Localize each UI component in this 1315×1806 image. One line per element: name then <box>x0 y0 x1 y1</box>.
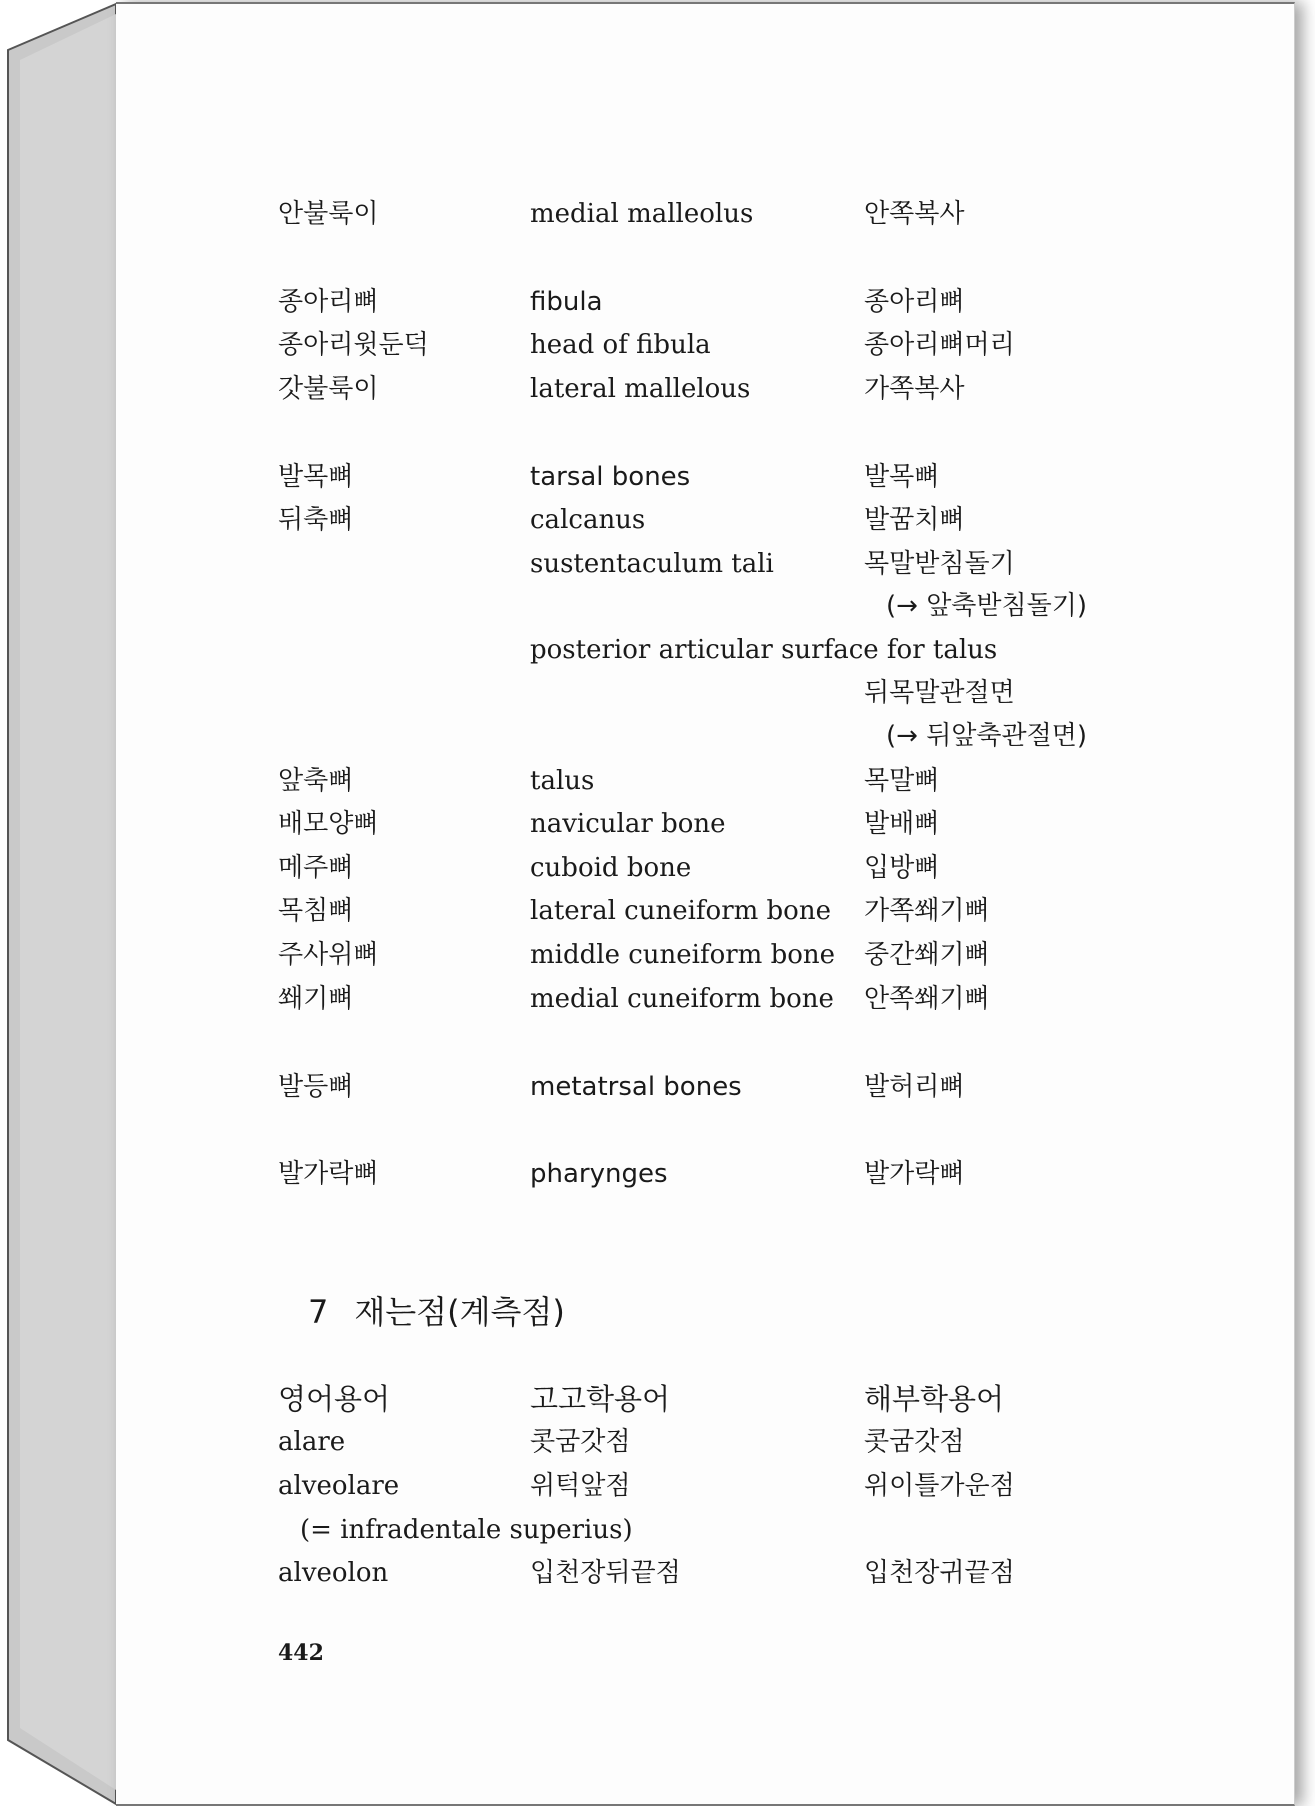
korean-term: 안불룩이 <box>278 199 379 229</box>
english-term: metatrsal bones <box>530 1072 742 1102</box>
english-term: cuboid bone <box>530 853 692 883</box>
anatomy-term: 발허리뼈 <box>864 1072 965 1102</box>
english-term: navicular bone <box>530 809 726 839</box>
korean-term: 배모양뼈 <box>278 809 379 839</box>
anatomy-term: (→ 앞축받침돌기) <box>886 591 1088 621</box>
anatomy-term: 발목뼈 <box>864 462 940 492</box>
korean-term: 발가락뼈 <box>278 1159 379 1189</box>
archaeology-term: 콧굼갓점 <box>530 1427 631 1457</box>
anatomy-term: 입천장귀끝점 <box>864 1558 1015 1588</box>
english-term: alare <box>278 1427 346 1457</box>
english-term: sustentaculum tali <box>530 549 774 579</box>
anatomy-term: 발꿈치뼈 <box>864 505 965 535</box>
anatomy-term: 종아리뼈머리 <box>864 330 1015 360</box>
page-number: 442 <box>278 1640 324 1666</box>
anatomy-term: 발배뼈 <box>864 809 940 839</box>
english-term: alveolare <box>278 1471 400 1501</box>
korean-term: 메주뼈 <box>278 853 354 883</box>
korean-term: 뒤축뼈 <box>278 505 354 535</box>
anatomy-term: 입방뼈 <box>864 853 940 883</box>
english-term: medial malleolus <box>530 199 754 229</box>
section-title: 재는점(계측점) <box>354 1293 565 1331</box>
english-term: head of fibula <box>530 330 711 360</box>
header-anatomy: 해부학용어 <box>864 1382 1005 1416</box>
korean-term: 발등뼈 <box>278 1072 354 1102</box>
anatomy-term: 종아리뼈 <box>864 287 965 317</box>
header-english: 영어용어 <box>278 1382 391 1416</box>
korean-term: 발목뼈 <box>278 462 354 492</box>
anatomy-term: 뒤목말관절면 <box>864 678 1015 708</box>
english-term: lateral cuneiform bone <box>530 896 831 926</box>
english-term: talus <box>530 766 595 796</box>
korean-term: 갓불룩이 <box>278 374 379 404</box>
english-term: calcanus <box>530 505 646 535</box>
header-archaeology: 고고학용어 <box>530 1382 671 1416</box>
korean-term: 주사위뼈 <box>278 940 379 970</box>
korean-term: 쐐기뼈 <box>278 984 354 1014</box>
korean-term: 종아리윗둔덕 <box>278 330 429 360</box>
english-term: middle cuneiform bone <box>530 940 836 970</box>
section-heading <box>308 1287 565 1333</box>
archaeology-term: 입천장뒤끝점 <box>530 1558 681 1588</box>
anatomy-term: (→ 뒤앞축관절면) <box>886 721 1088 751</box>
english-term: lateral mallelous <box>530 374 751 404</box>
anatomy-term: 안쪽복사 <box>864 199 965 229</box>
anatomy-term: 중간쐐기뼈 <box>864 940 990 970</box>
anatomy-term: 가쪽복사 <box>864 374 965 404</box>
korean-term: 종아리뼈 <box>278 287 379 317</box>
anatomy-term: 가쪽쐐기뼈 <box>864 896 990 926</box>
korean-term: 앞축뼈 <box>278 766 354 796</box>
korean-term: 목침뼈 <box>278 896 354 926</box>
english-term: medial cuneiform bone <box>530 984 834 1014</box>
section-number: 7 <box>308 1293 329 1331</box>
archaeology-term: 위턱앞점 <box>530 1471 631 1501</box>
english-term: tarsal bones <box>530 462 691 492</box>
english-term: (= infradentale superius) <box>300 1515 633 1545</box>
english-term: posterior articular surface for talus <box>530 635 998 665</box>
english-term: alveolon <box>278 1558 389 1588</box>
anatomy-term: 목말뼈 <box>864 766 940 796</box>
anatomy-term: 위이틀가운점 <box>864 1471 1015 1501</box>
anatomy-term: 목말받침돌기 <box>864 549 1015 579</box>
anatomy-term: 발가락뼈 <box>864 1159 965 1189</box>
english-term: fibula <box>530 287 603 317</box>
book-page <box>116 2 1295 1806</box>
anatomy-term: 안쪽쐐기뼈 <box>864 984 990 1014</box>
english-term: pharynges <box>530 1159 668 1189</box>
anatomy-term: 콧굼갓점 <box>864 1427 965 1457</box>
